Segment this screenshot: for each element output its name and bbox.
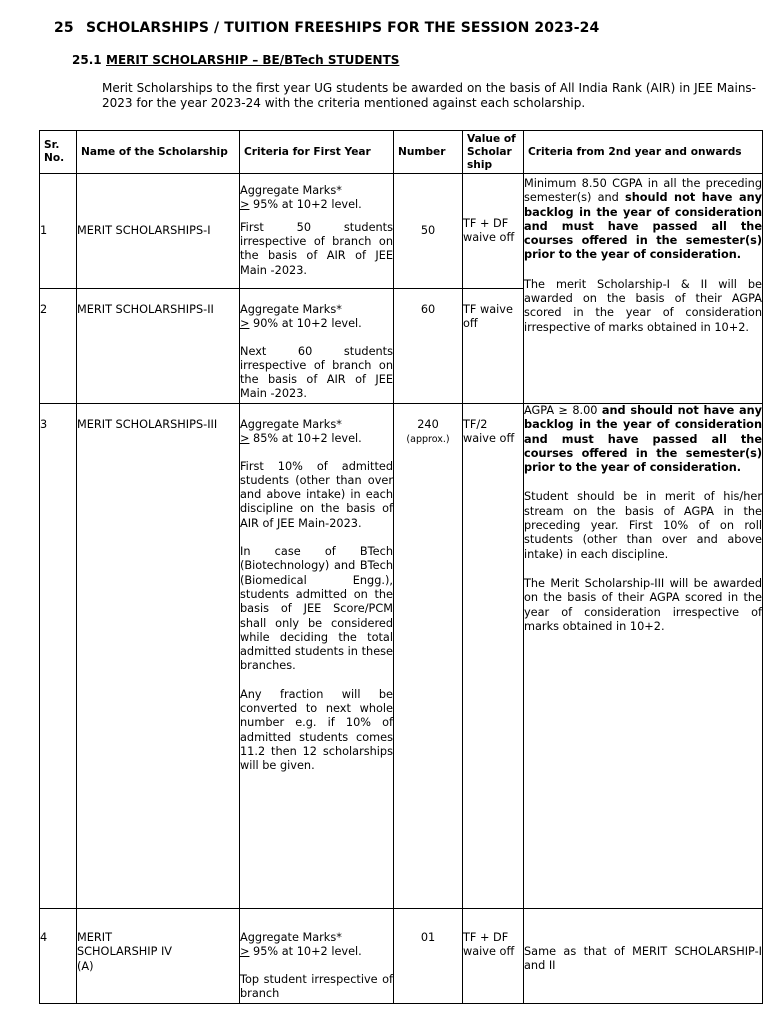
subsection-title: MERIT SCHOLARSHIP – BE/BTech STUDENTS [106, 53, 400, 67]
row-number: 01 [394, 909, 463, 1004]
gte-symbol: > [240, 432, 250, 446]
scholarship-table [39, 130, 763, 1004]
number-value: 240 [417, 418, 439, 431]
agg-threshold: 90% at 10+2 level. [249, 317, 362, 331]
criteria-bold: should not have any backlog in the year of consideration and must have passed all the courses offered in the semester(s) prior to the year of consideration. [524, 191, 762, 262]
header-criteria-next-years: Criteria from 2nd year and onwards [524, 131, 763, 174]
criteria-next-merit-3 [524, 404, 763, 909]
criteria-merit-stream: Student should be in merit of his/her stream on the basis of AGPA in the preceding year. First 10% of on roll students (other than over and above intake) in each discipline. [524, 490, 762, 561]
criteria-detail: First 10% of admitted students (other than over and above intake) in each discipline on the basis of AIR of JEE Main-2023. [240, 459, 393, 530]
gte-symbol: > [240, 317, 250, 331]
row-criteria-first-year [240, 289, 394, 404]
subsection-number: 25.1 [72, 53, 102, 67]
subsection-heading [72, 53, 399, 67]
gte-symbol: > [240, 945, 250, 959]
intro-paragraph: Merit Scholarships to the first year UG students be awarded on the basis of All India Rank (AIR) in JEE Mains-2023 for the year 2023-24 with the criteria mentioned against each scholarship. [102, 81, 756, 110]
section-title: SCHOLARSHIPS / TUITION FREESHIPS FOR THE SESSION 2023-24 [86, 20, 600, 36]
gte-symbol: > [240, 198, 250, 212]
row-scholarship-name: MERIT SCHOLARSHIP IV (A) [77, 909, 240, 1004]
row-scholarship-name: MERIT SCHOLARSHIPS-I [77, 174, 240, 289]
section-number: 25 [54, 20, 74, 36]
table-row [40, 909, 763, 1004]
criteria-detail: In case of BTech (Biotechnology) and BTech (Biomedical Engg.), students admitted on the basis of JEE Score/PCM shall only be considered while deciding the total admitted students in these branches. [240, 545, 393, 673]
criteria-next-merit-1-2 [524, 174, 763, 404]
agg-label: Aggregate Marks* [240, 931, 342, 944]
header-value: Value of Scholar ship [463, 131, 524, 174]
row-scholarship-name: MERIT SCHOLARSHIPS-II [77, 289, 240, 404]
row-sr-no: 3 [40, 404, 77, 909]
agg-label: Aggregate Marks* [240, 184, 342, 198]
criteria-plain: Minimum 8.50 CGPA in all the preceding semester(s) and [524, 177, 762, 205]
header-scholarship-name: Name of the Scholarship [77, 131, 240, 174]
number-note: (approx.) [406, 434, 450, 446]
agg-threshold: 95% at 10+2 level. [249, 198, 362, 212]
table-header-row [40, 131, 763, 174]
row-criteria-first-year [240, 404, 394, 909]
row-value: TF + DF waive off [463, 174, 524, 289]
criteria-detail: First 50 students irrespective of branch on the basis of AIR of JEE Main -2023. [240, 220, 393, 277]
criteria-plain: AGPA ≥ 8.00 [524, 404, 598, 417]
row-value: TF + DF waive off [463, 909, 524, 1004]
criteria-detail: Any fraction will be converted to next whole number e.g. if 10% of admitted students comes 11.2 then 12 scholarships will be given. [240, 687, 393, 773]
header-number: Number [394, 131, 463, 174]
criteria-bold: and should not have any backlog in the year of consideration and must have passed all the courses offered in the semester(s) prior to the year of consideration. [524, 404, 763, 475]
criteria-next-merit-4a [524, 909, 763, 1004]
row-value: TF/2 waive off [463, 404, 524, 909]
row-criteria-first-year [240, 174, 394, 289]
header-sr-no: Sr. No. [40, 131, 77, 174]
agg-label: Aggregate Marks* [240, 303, 342, 316]
row-criteria-first-year [240, 909, 394, 1004]
table-row [40, 404, 763, 909]
row-number: 50 [394, 174, 463, 289]
agg-label: Aggregate Marks* [240, 418, 342, 431]
criteria-same-as: Same as that of MERIT SCHOLARSHIP-I and II [524, 945, 762, 973]
criteria-award-basis: The merit Scholarship-I & II will be awarded on the basis of their AGPA scored in the year of consideration irrespective of marks obtained in 10+2. [524, 277, 762, 334]
criteria-detail: Top student irrespective of branch [240, 972, 393, 1000]
table-row [40, 174, 763, 289]
criteria-award-basis: The Merit Scholarship-III will be awarded on the basis of their AGPA scored in the year of consideration irrespective of marks obtained in 10+2. [524, 576, 762, 633]
row-scholarship-name: MERIT SCHOLARSHIPS-III [77, 404, 240, 909]
criteria-detail: Next 60 students irrespective of branch on the basis of AIR of JEE Main -2023. [240, 344, 393, 401]
row-number [394, 404, 463, 909]
row-number: 60 [394, 289, 463, 404]
agg-threshold: 85% at 10+2 level. [249, 432, 362, 446]
section-heading [54, 20, 599, 36]
row-sr-no: 1 [40, 174, 77, 289]
row-value: TF waive off [463, 289, 524, 404]
row-sr-no: 2 [40, 289, 77, 404]
agg-threshold: 95% at 10+2 level. [249, 945, 362, 959]
header-criteria-first-year: Criteria for First Year [240, 131, 394, 174]
row-sr-no: 4 [40, 909, 77, 1004]
